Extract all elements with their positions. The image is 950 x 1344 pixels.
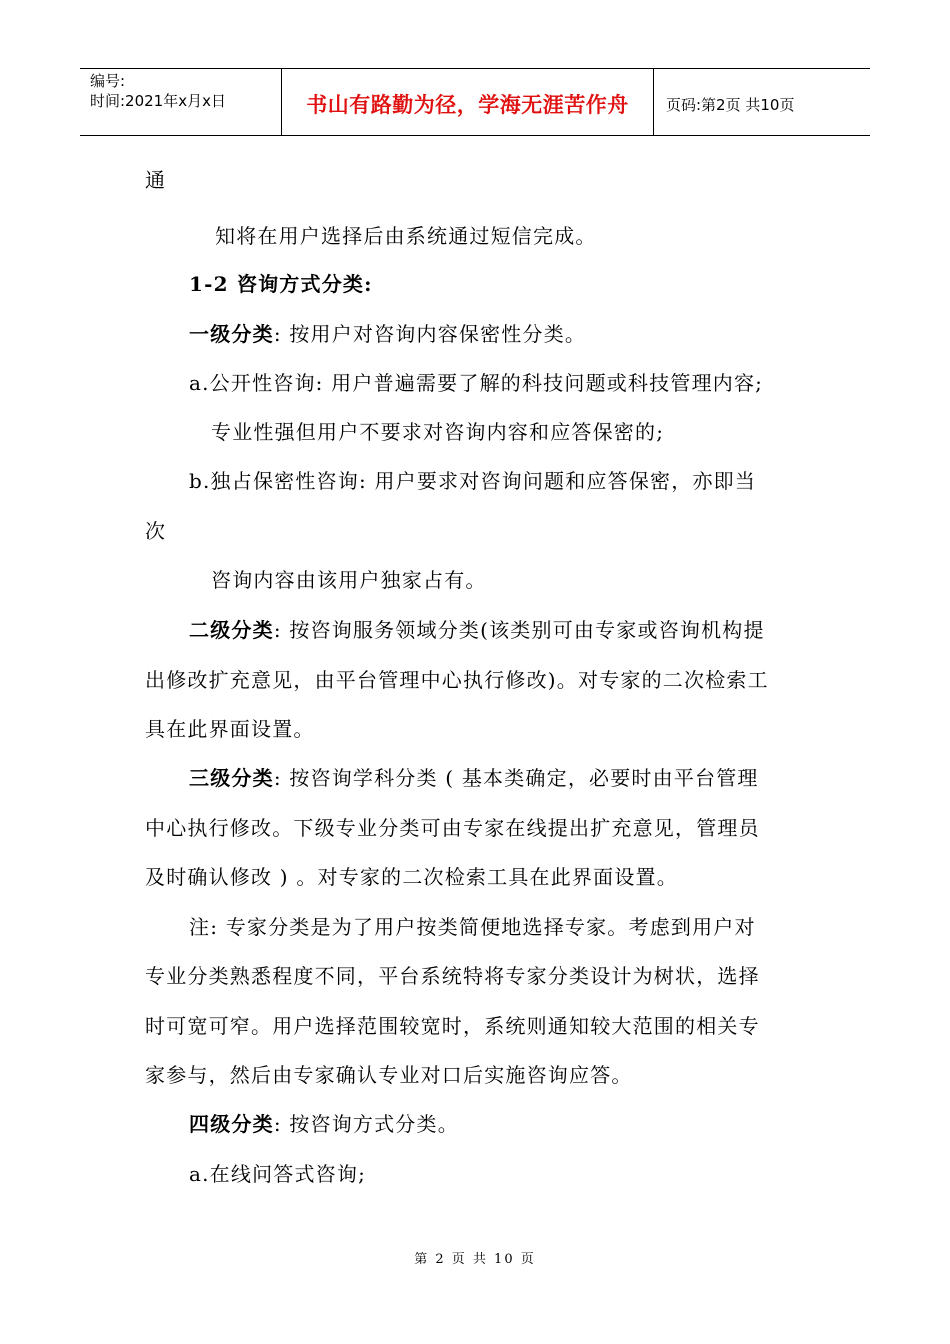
paragraph-line: 专业性强但用户不要求对咨询内容和应答保密的; — [211, 420, 665, 444]
paragraph-line: 次 — [145, 519, 167, 543]
classification-text: : 按咨询方式分类。 — [273, 1112, 459, 1136]
header-page-number: 页码:第2页 共10页 — [666, 95, 795, 114]
paragraph-line: 注: 专家分类是为了用户按类简便地选择专家。考虑到用户对 — [189, 915, 756, 939]
paragraph-line — [189, 616, 765, 644]
classification-label: 四级分类 — [189, 1112, 274, 1136]
page-header — [80, 68, 870, 136]
document-date-label: 时间:2021年x月x日 — [90, 92, 226, 110]
paragraph-line: 通 — [145, 168, 167, 192]
paragraph-line: 家参与，然后由专家确认专业对口后实施咨询应答。 — [145, 1063, 633, 1087]
classification-text: : 按咨询服务领域分类(该类别可由专家或咨询机构提 — [273, 618, 765, 642]
paragraph-line: 咨询内容由该用户独家占有。 — [211, 568, 487, 592]
section-heading: 1-2 咨询方式分类: — [189, 272, 373, 296]
paragraph-line: 出修改扩充意见，由平台管理中心执行修改)。对专家的二次检索工 — [145, 668, 769, 692]
classification-text: : 按用户对咨询内容保密性分类。 — [273, 322, 587, 346]
paragraph-line — [189, 1110, 459, 1138]
paragraph-line — [189, 320, 586, 348]
classification-text: : 按咨询学科分类 ( 基本类确定，必要时由平台管理 — [273, 766, 759, 790]
header-meta — [80, 69, 282, 135]
page-footer: 第 2 页 共 10 页 — [414, 1252, 536, 1267]
paragraph-line: a.公开性咨询: 用户普遍需要了解的科技问题或科技管理内容; — [189, 371, 764, 395]
paragraph-line: 中心执行修改。下级专业分类可由专家在线提出扩充意见，管理员 — [145, 816, 760, 840]
classification-label: 二级分类 — [189, 618, 274, 642]
header-motto: 书山有路勤为径，学海无涯苦作舟 — [282, 69, 654, 135]
classification-label: 一级分类 — [189, 322, 274, 346]
paragraph-line: 具在此界面设置。 — [145, 717, 315, 741]
paragraph-line: 时可宽可窄。用户选择范围较宽时，系统则通知较大范围的相关专 — [145, 1014, 760, 1038]
paragraph-line: 知将在用户选择后由系统通过短信完成。 — [215, 224, 597, 248]
document-number-label: 编号: — [90, 72, 126, 90]
paragraph-line: b.独占保密性咨询: 用户要求对咨询问题和应答保密，亦即当 — [189, 469, 757, 493]
paragraph-line: 及时确认修改 ) 。对专家的二次检索工具在此界面设置。 — [145, 865, 678, 889]
classification-label: 三级分类 — [189, 766, 274, 790]
paragraph-line: a.在线问答式咨询; — [189, 1162, 367, 1186]
paragraph-line: 专业分类熟悉程度不同，平台系统特将专家分类设计为树状，选择 — [145, 964, 760, 988]
paragraph-line — [189, 764, 759, 792]
